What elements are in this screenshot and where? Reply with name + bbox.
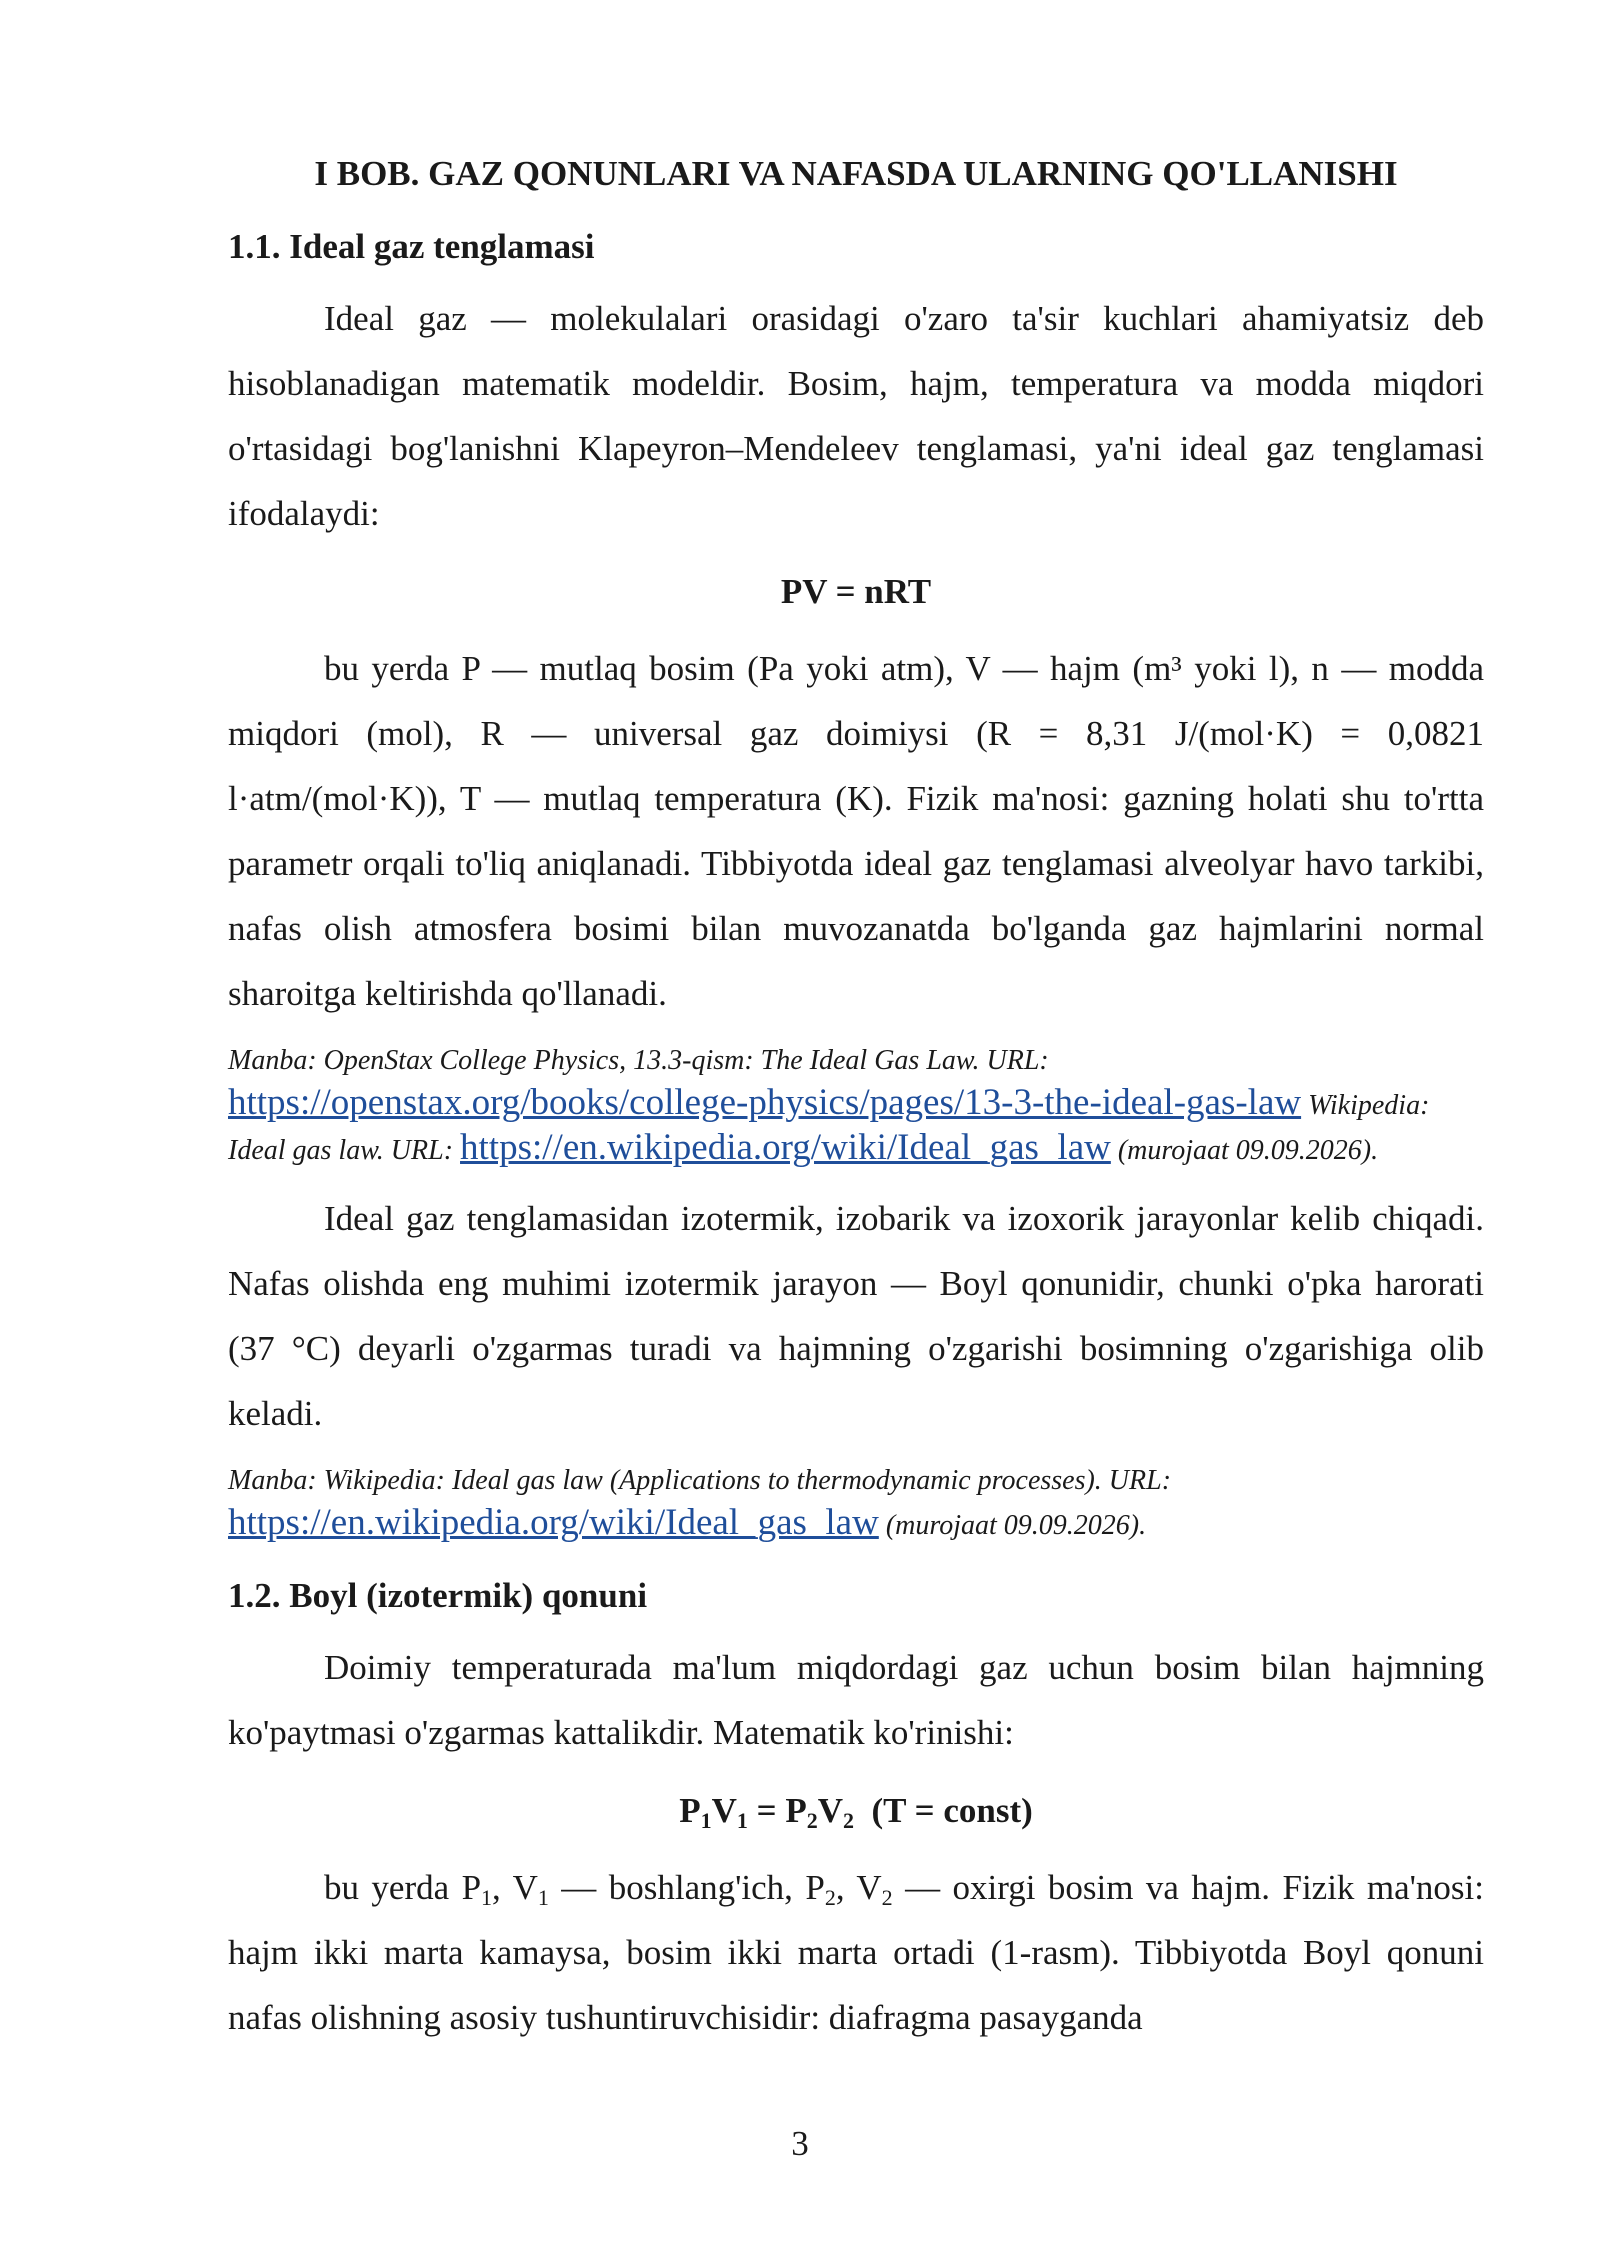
page-content: [228, 150, 1484, 2050]
paragraph-isothermal: Ideal gaz tenglamasidan izotermik, izobarik va izoxorik jarayonlar kelib chiqadi. Nafas olishda eng muhimi izotermik jarayon — Boyl qonunidir, chunki o'pka harorati (37 °C) deyarli o'zgarmas turadi va hajmning o'zgarishi bosimning o'zgarishiga olib keladi.: [228, 1199, 1484, 1433]
source-note-1-text-a: Manba: OpenStax College Physics, 13.3-qism: The Ideal Gas Law. URL:: [228, 1045, 1049, 1076]
source-note-1-text-b: Wikipedia: Ideal gas law. URL:: [228, 1090, 1430, 1166]
wikipedia-link-2[interactable]: https://en.wikipedia.org/wiki/Ideal_gas_law: [228, 1502, 879, 1543]
source-note-2: [228, 1460, 1484, 1547]
source-note-2-access: (murojaat 09.09.2026).: [885, 1510, 1147, 1541]
section-heading-ideal-gas: 1.1. Ideal gaz tenglamasi: [228, 227, 595, 266]
paragraph-ideal-gas-variables: bu yerda P — mutlaq bosim (Pa yoki atm), V — hajm (m³ yoki l), n — modda miqdori (mol), R — universal gaz doimiysi (R = 8,31 J/(mol·K) = 0,0821 l·atm/(mol·K)), T — mutlaq temperatura (K). Fizik ma'nosi: gazning holati shu to'rtta parametr orqali to'liq aniqlanadi. Tibbiyotda ideal gaz tenglamasi alveolyar havo tarkibi, nafas olish atmosfera bosimi bilan muvozanatda bo'lganda gaz hajmlarini normal sharoitga keltirishda qo'llanadi.: [228, 649, 1484, 1013]
formula-boyle: $P_1V_1 = P_2V_2$ (T = const): [679, 1791, 1033, 1833]
chapter-title: I BOB. GAZ QONUNLARI VA NAFASDA ULARNING QO'LLANISHI: [314, 154, 1398, 193]
page-number: 3: [791, 2124, 809, 2163]
source-note-1-access: (murojaat 09.09.2026).: [1117, 1135, 1379, 1166]
source-note-2-text-a: Manba: Wikipedia: Ideal gas law (Applications to thermodynamic processes). URL:: [228, 1465, 1172, 1496]
source-note-1: [228, 1040, 1484, 1172]
paragraph-ideal-gas-definition: Ideal gaz — molekulalari orasidagi o'zaro ta'sir kuchlari ahamiyatsiz deb hisoblanadigan matematik modeldir. Bosim, hajm, temperatura va modda miqdori o'rtasidagi bog'lanishni Klapeyron–Mendeleev tenglamasi, ya'ni ideal gaz tenglamasi ifodalaydi:: [228, 299, 1484, 533]
formula-ideal-gas: PV = nRT: [780, 572, 932, 611]
paragraph-boyle-definition: Doimiy temperaturada ma'lum miqdordagi gaz uchun bosim bilan hajmning ko'paytmasi o'zgarmas kattalikdir. Matematik ko'rinishi:: [228, 1648, 1484, 1752]
section-heading-boyle: 1.2. Boyl (izotermik) qonuni: [228, 1576, 648, 1615]
openstax-link[interactable]: https://openstax.org/books/college-physics/pages/13-3-the-ideal-gas-law: [228, 1082, 1302, 1123]
paragraph-boyle-variables: bu yerda $P_1$, $V_1$ — boshlang'ich, $P_2$, $V_2$ — oxirgi bosim va hajm. Fizik ma'nosi: hajm ikki marta kamaysa, bosim ikki marta ortadi (1-rasm). Tibbiyotda Boyl qonuni nafas olishning asosiy tushuntiruvchisidir: diafragma pasayganda: [228, 1868, 1484, 2037]
wikipedia-link-1[interactable]: https://en.wikipedia.org/wiki/Ideal_gas_law: [460, 1127, 1111, 1168]
